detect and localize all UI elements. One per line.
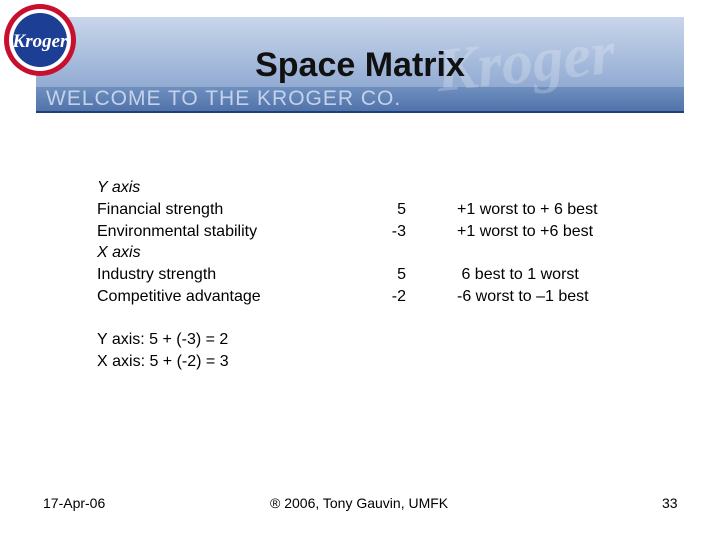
banner-divider xyxy=(36,111,684,113)
y-row-label: Financial strength xyxy=(97,201,224,218)
banner-welcome-text: WELCOME TO THE KROGER CO. xyxy=(46,87,402,110)
x-row-range: -6 worst to –1 best xyxy=(457,288,589,305)
y-axis-total: Y axis: 5 + (-3) = 2 xyxy=(97,331,229,348)
y-row-value: 5 xyxy=(397,201,406,218)
y-row-value: -3 xyxy=(391,223,406,240)
x-row-value: -2 xyxy=(391,288,406,305)
x-axis-total: X axis: 5 + (-2) = 3 xyxy=(97,353,229,370)
x-row-label: Competitive advantage xyxy=(97,288,261,305)
y-row-range: +1 worst to + 6 best xyxy=(457,201,598,218)
y-row-label: Environmental stability xyxy=(97,223,258,240)
y-row-range: +1 worst to +6 best xyxy=(457,223,594,240)
footer-page-number: 33 xyxy=(662,495,678,511)
x-row-value: 5 xyxy=(397,266,406,283)
x-row-range: 6 best to 1 worst xyxy=(457,266,579,283)
footer-date: 17-Apr-06 xyxy=(43,495,106,511)
page-title: Space Matrix xyxy=(255,46,465,84)
x-row-label: Industry strength xyxy=(97,266,217,283)
x-axis-heading: X axis xyxy=(97,244,141,261)
footer-copyright: ® 2006, Tony Gauvin, UMFK xyxy=(270,495,449,511)
y-axis-heading: Y axis xyxy=(97,179,141,196)
logo-text: Kroger xyxy=(12,31,68,52)
banner-ghost-logo: Kroger xyxy=(432,18,619,106)
